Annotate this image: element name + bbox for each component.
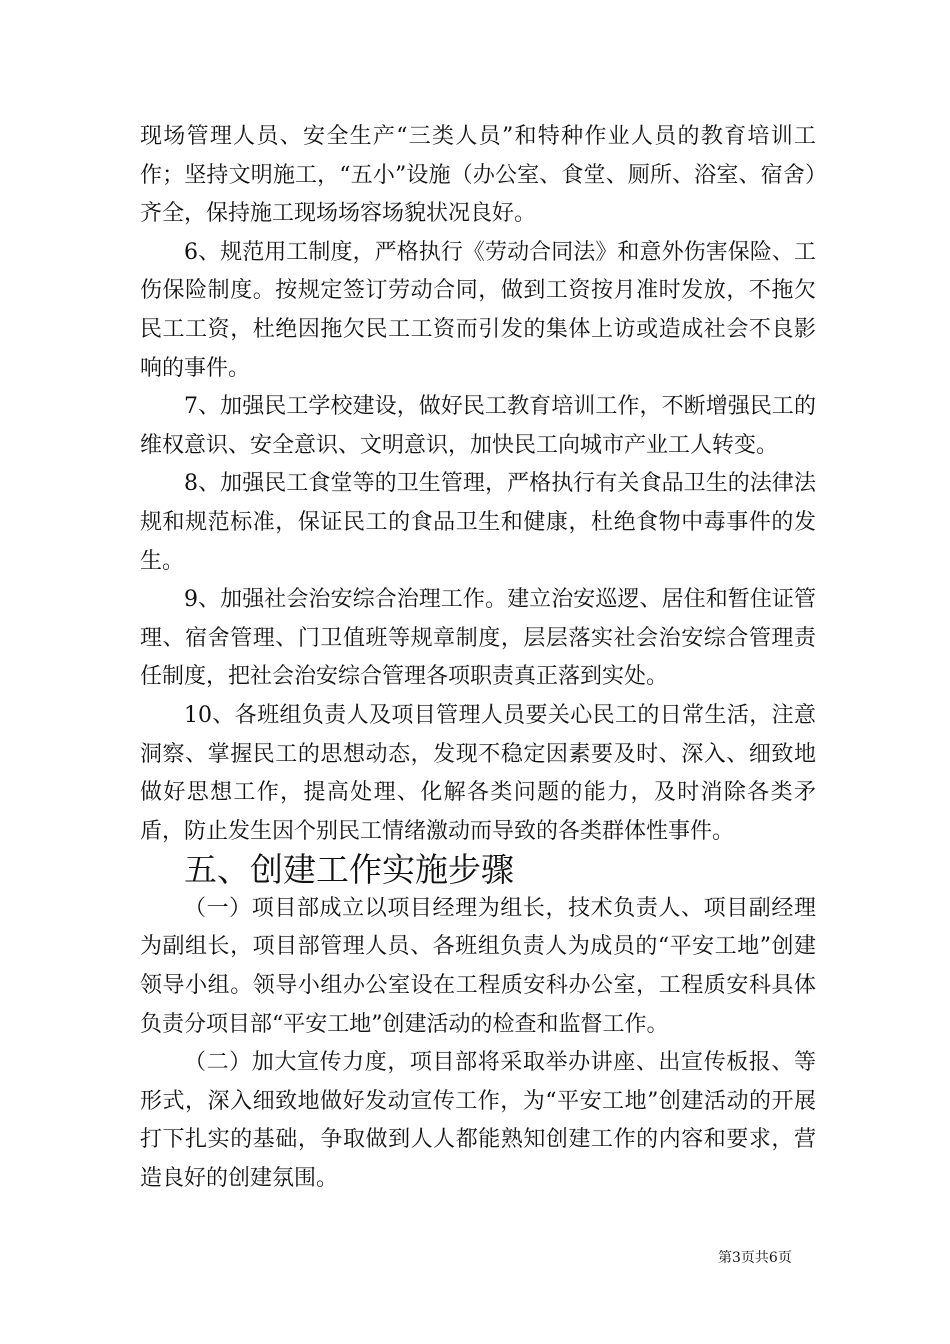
- paragraph-item-8: 8、加强民工食堂等的卫生管理，严格执行有关食品卫生的法律法规和规范标准，保证民工的食品卫生和健康，杜绝食物中毒事件的发生。: [140, 471, 816, 574]
- section-heading: 五、创建工作实施步骤: [184, 850, 514, 890]
- paragraph-item-7: 7、加强民工学校建设，做好民工教育培训工作，不断增强民工的维权意识、安全意识、文明意识，加快民工向城市产业工人转变。: [140, 394, 816, 458]
- document-body: [140, 118, 816, 1199]
- paragraph-step-2: （二）加大宣传力度，项目部将采取举办讲座、出宣传板报、等形式，深入细致地做好发动宣传工作，为“平安工地”创建活动的开展打下扎实的基础，争取做到人人都能熟知创建工作的内容和要求，营造良好的创建氛围。: [140, 1050, 816, 1192]
- paragraph-item-9: 9、加强社会治安综合治理工作。建立治安巡逻、居住和暂住证管理、宿舍管理、门卫值班等规章制度，层层落实社会治安综合管理责任制度，把社会治安综合管理各项职责真正落到实处。: [140, 587, 816, 690]
- paragraph-step-1: （一）项目部成立以项目经理为组长，技术负责人、项目副经理为副组长，项目部管理人员、各班组负责人为成员的“平安工地”创建领导小组。领导小组办公室设在工程质安科办公室，工程质安科具体负责分项目部“平安工地”创建活动的检查和监督工作。: [140, 895, 816, 1037]
- paragraph-item-6: 6、规范用工制度，严格执行《劳动合同法》和意外伤害保险、工伤保险制度。按规定签订劳动合同，做到工资按月准时发放，不拖欠民工工资，杜绝因拖欠民工工资而引发的集体上访或造成社会不良影响的事件。: [140, 239, 816, 381]
- page-number-footer: 第3页共6页: [718, 1250, 792, 1266]
- paragraph-continuation: 现场管理人员、安全生产“三类人员”和特种作业人员的教育培训工作；坚持文明施工，“五小”设施（办公室、食堂、厕所、浴室、宿舍）齐全，保持施工现场场容场貌状况良好。: [140, 124, 816, 227]
- paragraph-item-10: 10、各班组负责人及项目管理人员要关心民工的日常生活，注意洞察、掌握民工的思想动态，发现不稳定因素要及时、深入、细致地做好思想工作，提高处理、化解各类问题的能力，及时消除各类矛盾，防止发生因个别民工情绪激动而导致的各类群体性事件。: [140, 702, 816, 844]
